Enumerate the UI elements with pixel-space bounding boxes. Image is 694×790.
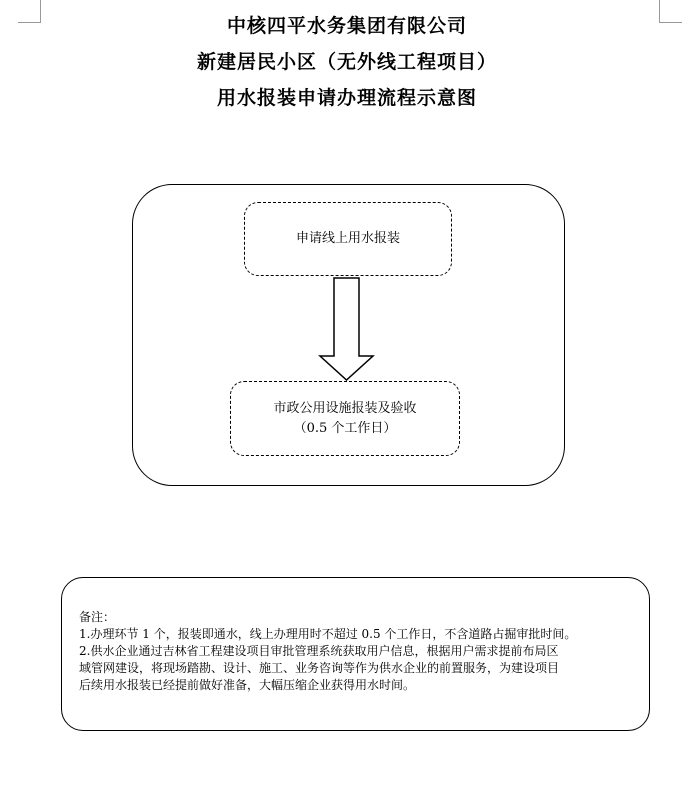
notes-line: 2.供水企业通过吉林省工程建设项目审批管理系统获取用户信息，根据用户需求提前布局区 xyxy=(79,644,559,658)
flow-arrow-down xyxy=(318,277,376,381)
step-online-application xyxy=(244,202,452,276)
step-municipal-installation-acceptance xyxy=(230,381,460,456)
step-municipal-installation-label: 市政公用设施报装及验收 xyxy=(273,400,417,416)
diagram-title xyxy=(0,8,694,116)
notes-box xyxy=(61,577,650,731)
notes-line: 1.办理环节 1 个，报装即通水，线上办理用时不超过 0.5 个工作日，不含道路占掘审批时间。 xyxy=(79,627,577,641)
step-online-application-label: 申请线上用水报装 xyxy=(295,231,400,246)
notes-line: 后续用水报装已经提前做好准备，大幅压缩企业获得用水时间。 xyxy=(79,678,416,692)
title-line-company: 中核四平水务集团有限公司 xyxy=(226,15,467,37)
title-line-process: 用水报装申请办理流程示意图 xyxy=(216,87,477,109)
title-line-project: 新建居民小区（无外线工程项目） xyxy=(196,51,497,73)
notes-line: 域管网建设，将现场踏勘、设计、施工、业务咨询等作为供水企业的前置服务，为建设项目 xyxy=(79,661,560,675)
notes-heading: 备注： xyxy=(79,610,116,624)
step-municipal-installation-duration: （0.5 个工作日） xyxy=(293,420,397,436)
